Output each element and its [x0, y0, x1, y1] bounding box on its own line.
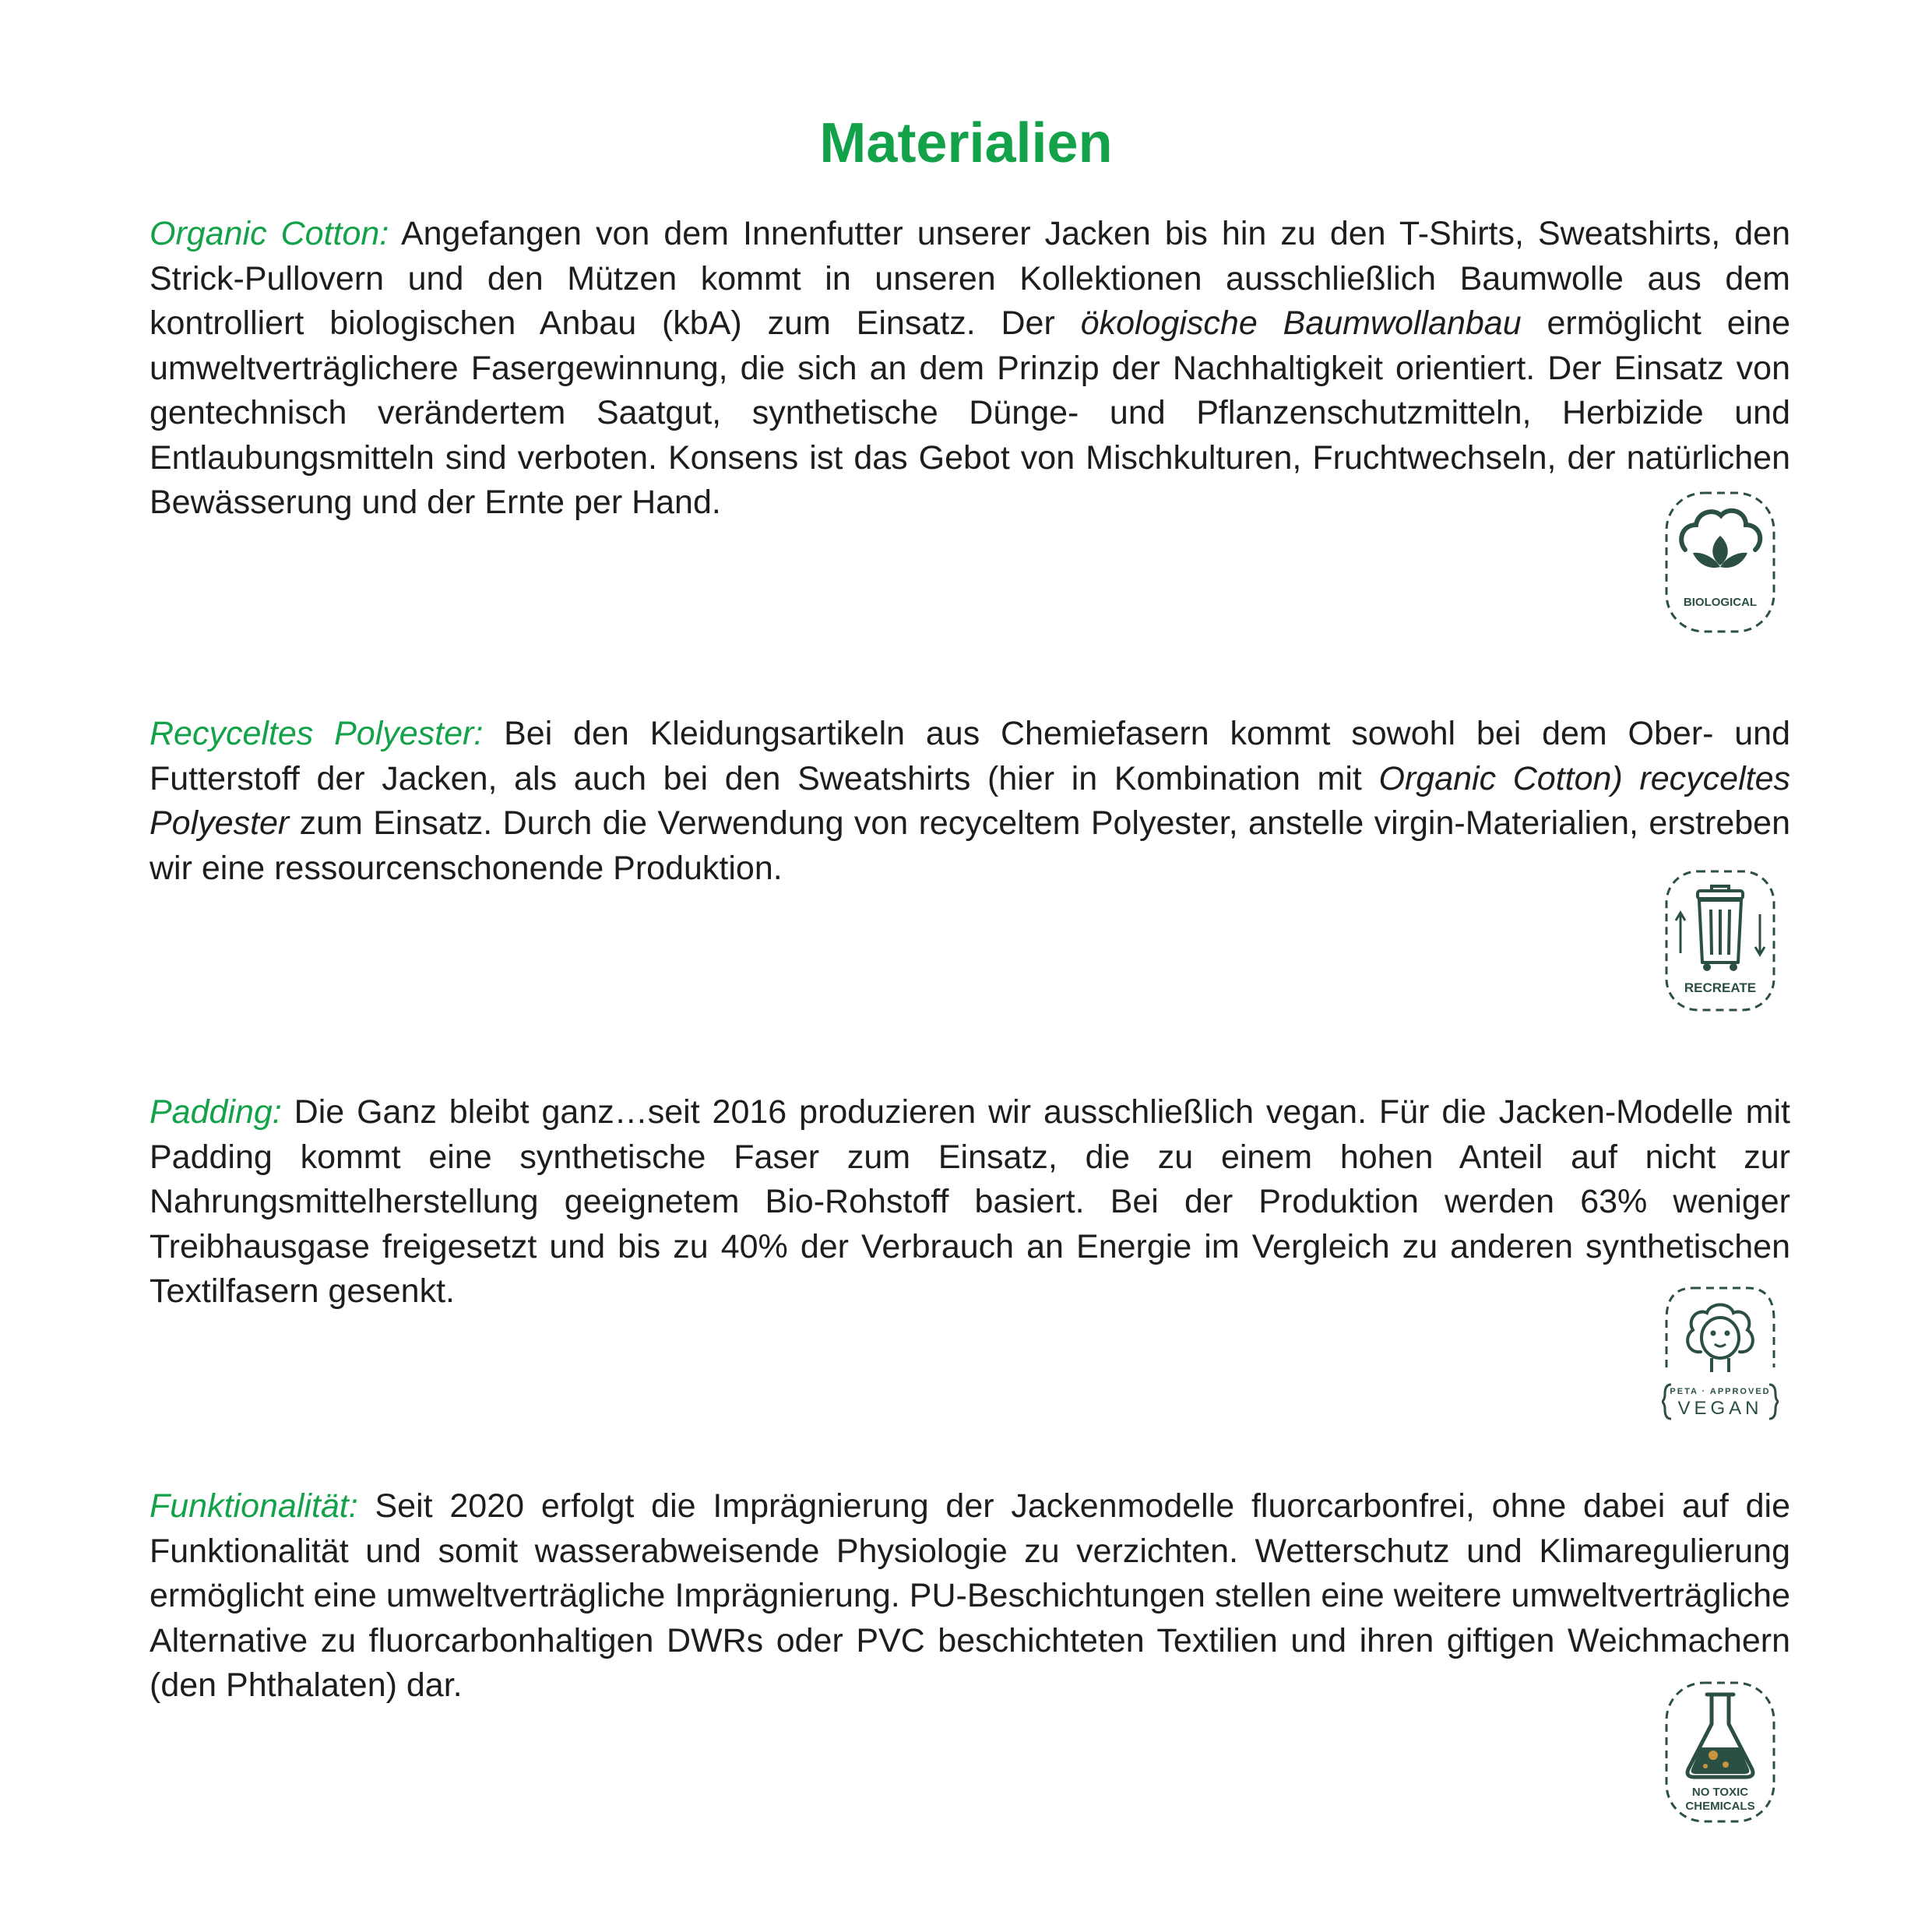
section-padding [150, 1090, 1790, 1314]
section-functionality [150, 1484, 1790, 1709]
recreate-badge [1662, 867, 1779, 1015]
recycle-bin-icon [1662, 867, 1779, 1015]
paragraph-functionality [150, 1484, 1790, 1709]
paragraph-emphasis: Organic Cotton) recyceltes Polyester [150, 759, 1790, 842]
section-recycled-polyester [150, 712, 1790, 891]
cotton-flower-icon [1662, 489, 1779, 637]
section-lead: Recyceltes Polyester: [150, 715, 484, 752]
sheep-icon [1662, 1282, 1779, 1430]
vegan-badge [1662, 1282, 1779, 1430]
badge-label: BIOLOGICAL [1683, 596, 1758, 609]
paragraph-text: zum Einsatz. Durch die Verwendung von recyceltem Polyester, anstelle virgin-Materialien, erstreben wir eine ressourcenschonende Produktion. [150, 804, 1790, 887]
no-toxic-chemicals-badge [1662, 1679, 1779, 1827]
paragraph-emphasis: ökologische Baumwollanbau [1080, 304, 1522, 342]
paragraph-text: ermöglicht eine umweltverträglichere Fasergewinnung, die sich an dem Prinzip der Nachhaltigkeit orientiert. Der Einsatz von gentechnisch verändertem Saatgut, synthetische Dünge- und Pflanzenschutzmitteln, Herbizide und Entlaubungsmitteln sind verboten. Konsens ist das Gebot von Mischkulturen, Fruchtwechseln, der natürlichen Bewässerung und der Ernte per Hand. [150, 304, 1790, 521]
paragraph-padding [150, 1090, 1790, 1314]
badge-label: VEGAN [1677, 1398, 1763, 1419]
paragraph-text: Bei den Kleidungsartikeln aus Chemiefasern kommt sowohl bei dem Ober- und Futterstoff der Jacken, als auch bei den Sweatshirts (hier in Kombination mit [150, 715, 1790, 797]
section-lead: Funktionalität: [150, 1487, 358, 1525]
paragraph-text: Die Ganz bleibt ganz…seit 2016 produzieren wir ausschließlich vegan. Für die Jacken-Modelle mit Padding kommt eine synthetische Faser zum Einsatz, die zu einem hohen Anteil auf nicht zur Nahrungsmittelherstellung geeignetem Bio-Rohstoff basiert. Bei der Produktion werden 63% weniger Treibhausgase freigesetzt und bis zu 40% der Verbrauch an Energie im Vergleich zu anderen synthetischen Textilfasern gesenkt. [150, 1093, 1790, 1310]
paragraph-organic-cotton [150, 212, 1790, 526]
flask-icon [1662, 1679, 1779, 1827]
paragraph-text: Seit 2020 erfolgt die Imprägnierung der Jackenmodelle fluorcarbonfrei, ohne dabei auf die Funktionalität und somit wasserabweisende Physiologie zu verzichten. Wetterschutz und Klimaregulierung ermöglicht eine umweltverträgliche Imprägnierung. PU-Beschichtungen stellen eine weitere umweltverträgliche Alternative zu fluorcarbonhaltigen DWRs oder PVC beschichteten Textilien und ihren giftigen Weichmachern (den Phthalaten) dar. [150, 1487, 1790, 1704]
biological-badge [1662, 489, 1779, 637]
page-title: Materialien [819, 112, 1113, 175]
paragraph-recycled-polyester [150, 712, 1790, 891]
paragraph-text: Angefangen von dem Innenfutter unserer Jacken bis hin zu den T-Shirts, Sweatshirts, den Strick-Pullovern und den Mützen kommt in unseren Kollektionen ausschließlich Baumwolle aus dem kontrolliert biologischen Anbau (kbA) zum Einsatz. Der [150, 215, 1790, 342]
section-lead: Padding: [150, 1093, 282, 1131]
badge-sublabel: PETA · APPROVED [1670, 1387, 1771, 1396]
section-lead: Organic Cotton: [150, 215, 389, 252]
badge-label-line1: NO TOXIC [1691, 1786, 1749, 1799]
badge-label-line2: CHEMICALS [1685, 1800, 1755, 1813]
badge-label: RECREATE [1684, 980, 1757, 995]
section-organic-cotton [150, 212, 1790, 526]
